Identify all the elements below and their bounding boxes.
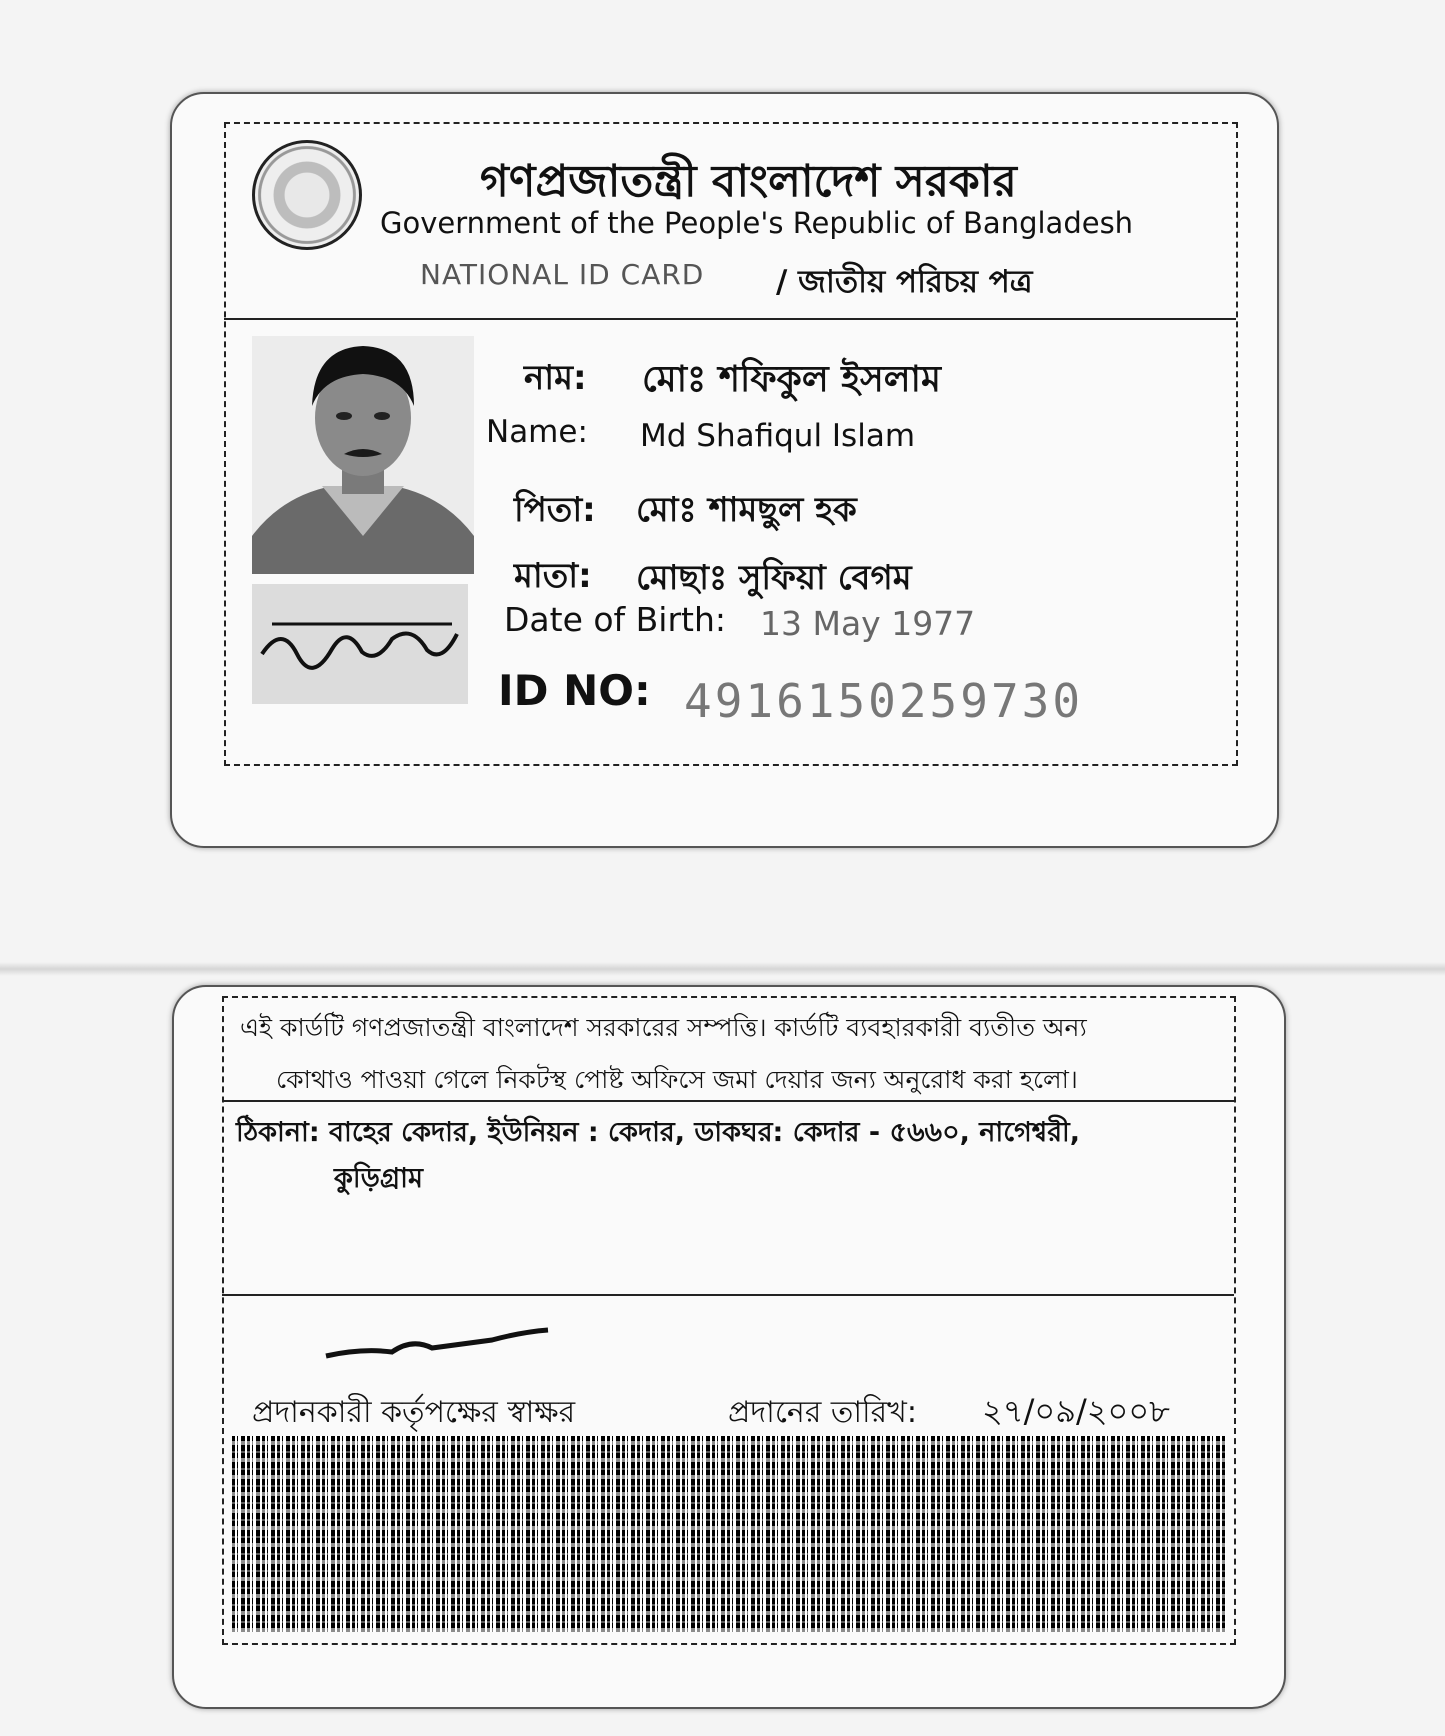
- header-bengali: গণপ্রজাতন্ত্রী বাংলাদেশ সরকার: [480, 156, 1017, 207]
- paper-fold: [0, 962, 1445, 976]
- id-value: 4916150259730: [684, 674, 1084, 728]
- holder-signature: [252, 584, 468, 704]
- dob-value: 13 May 1977: [760, 604, 976, 643]
- name-bn-value: মোঃ শফিকুল ইসলাম: [642, 359, 941, 400]
- header-divider: [224, 318, 1236, 320]
- dob-label: Date of Birth:: [504, 600, 727, 639]
- person-portrait-icon: [252, 336, 474, 574]
- issue-date-value: ২৭/০৯/২০০৮: [982, 1392, 1170, 1430]
- holder-photo: [252, 336, 474, 574]
- issue-date-label: প্রদানের তারিখ:: [728, 1395, 917, 1430]
- card-type-english: NATIONAL ID CARD: [420, 258, 705, 291]
- father-value: মোঃ শামছুল হক: [636, 490, 857, 530]
- notice-line-1: এই কার্ডটি গণপ্রজাতন্ত্রী বাংলাদেশ সরকারের সম্পত্তি। কার্ডটি ব্যবহারকারী ব্যতীত অন্য: [240, 1013, 1087, 1042]
- card-type-bengali: / জাতীয় পরিচয় পত্র: [776, 264, 1033, 300]
- name-en-value: Md Shafiqul Islam: [640, 418, 916, 454]
- notice-divider: [222, 1100, 1234, 1102]
- name-bn-label: নাম:: [524, 358, 587, 398]
- authority-sign-label: প্রদানকারী কর্তৃপক্ষের স্বাক্ষর: [252, 1395, 576, 1430]
- name-en-label: Name:: [486, 414, 588, 450]
- header-english: Government of the People's Republic of Bangladesh: [380, 206, 1134, 240]
- mother-label: মাতা:: [514, 556, 592, 596]
- signature-icon: [252, 584, 468, 704]
- pdf417-barcode: [232, 1436, 1226, 1632]
- address-line-2: কুড়িগ্রাম: [334, 1163, 423, 1194]
- mother-value: মোছাঃ সুফিয়া বেগম: [636, 558, 912, 598]
- address-divider: [222, 1294, 1234, 1296]
- notice-line-2: কোথাও পাওয়া গেলে নিকটস্থ পোষ্ট অফিসে জমা দেয়ার জন্য অনুরোধ করা হলো।: [276, 1065, 1078, 1094]
- address-line-1: ঠিকানা: বাহের কেদার, ইউনিয়ন : কেদার, ডাকঘর: কেদার - ৫৬৬০, নাগেশ্বরী,: [236, 1117, 1081, 1148]
- father-label: পিতা:: [514, 490, 596, 530]
- authority-signature-icon: [322, 1318, 552, 1368]
- id-label: ID NO:: [498, 666, 651, 715]
- government-seal-icon: [252, 140, 362, 250]
